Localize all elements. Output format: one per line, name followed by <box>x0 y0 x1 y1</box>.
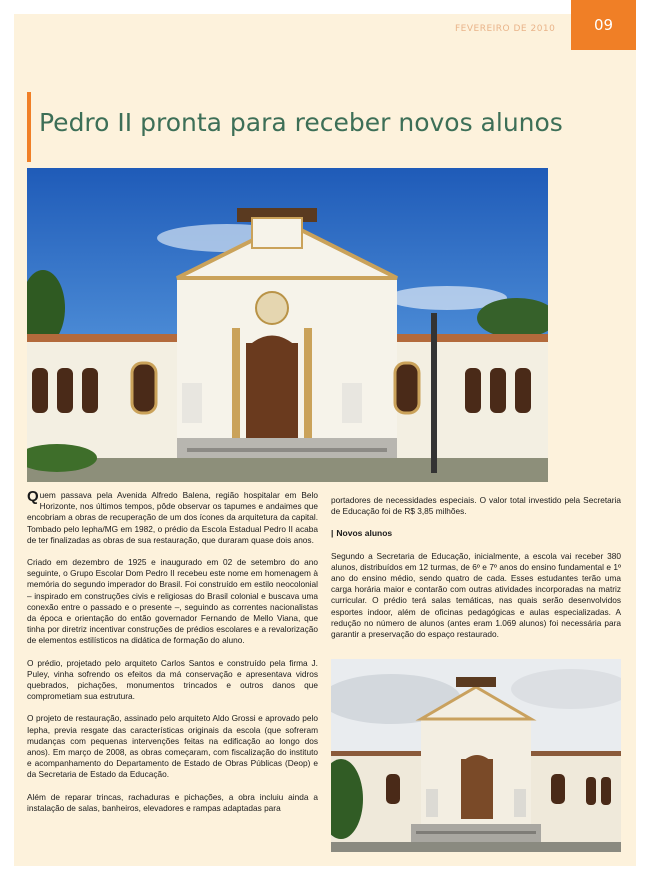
title-accent-bar <box>27 92 31 162</box>
school-facade-before-photo <box>331 659 621 852</box>
article-paragraph: Além de reparar trincas, rachaduras e pichações, a obra incluiu ainda a instalação de salas, banheiros, elevadores e rampas adaptadas para <box>27 791 318 813</box>
article-column-left <box>27 490 318 825</box>
page-number: 09 <box>571 0 636 50</box>
article-paragraph: O prédio, projetado pelo arquiteto Carlos Santos e construído pela firma J. Puley, vinha sofrendo os efeitos da má conservação e apresentava vidros quebrados, pichações, monumentos trincados e outros danos que comprometiam sua estrutura. <box>27 657 318 702</box>
subheading-text: Novos alunos <box>336 528 393 539</box>
paragraph-text: uem passava pela Avenida Alfredo Balena, região hospitalar em Belo Horizonte, nos últimos tempos, pôde observar os tapumes e andaimes que encobriam a obras de recuperação de um dos ícones da arquitetura da capital. Tombado pelo Iepha/MG em 1982, o prédio da Escola Estadual Pedro II acaba de ter finalizadas as obras de sua restauração, que duraram quase dois anos. <box>27 490 318 545</box>
drop-cap: Q <box>27 488 39 505</box>
article-paragraph <box>27 490 318 546</box>
issue-date: FEVEREIRO DE 2010 <box>455 24 556 34</box>
article-paragraph: Criado em dezembro de 1925 e inaugurado em 02 de setembro do ano seguinte, o Grupo Escolar Dom Pedro II recebeu este nome em homenagem à memória do segundo imperador do Brasil. Foi construído em estilo neocolonial – inspirado em construções civis e religiosas do Brasil colonial e buscava uma conexão entre o passado e o presente –, seguindo as correntes nacionalistas da época e orientação do então governador Fernando de Mello Viana, que tinha por diretriz incentivar construções de prédios escolares e a revalorização de elementos estilísticos na didática de formação do aluno. <box>27 557 318 646</box>
article-paragraph: O projeto de restauração, assinado pelo arquiteto Aldo Grossi e aprovado pelo Iepha, previa resgate das características originais da escola (que sofreram mudanças com pequenas intervenções feitas na edificação ao longo dos anos). Em março de 2008, as obras começaram, com fiscalização do instituto e acompanhamento do Departamento de Estado de Obras Públicas (Deop) e da Secretaria de Estado da Educação. <box>27 713 318 780</box>
school-facade-photo <box>27 168 548 482</box>
article-column-right <box>331 495 621 651</box>
section-subheading <box>331 528 621 539</box>
article-paragraph: Segundo a Secretaria de Educação, inicialmente, a escola vai receber 380 alunos, distribuídos em 12 turmas, de 6º e 7º anos do ensino fundamental e 1º ano do ensino médio, sendo quatro de cada. Esses estudantes terão uma carga horária maior e contarão com outras atividades incorporadas na matriz curricular. O prédio terá salas temáticas, nas quais serão desenvolvidos esportes indoor, além de oficinas pedagógicas e aulas especializadas. A redução no número de alunos (antes eram 1.069 alunos) foi necessária para garantir a preservação do espaço restaurado. <box>331 550 621 640</box>
subheading-bar: | <box>331 528 334 539</box>
article-title: Pedro II pronta para receber novos alunos <box>39 108 563 137</box>
article-paragraph: portadores de necessidades especiais. O valor total investido pela Secretaria de Educação foi de R$ 3,85 milhões. <box>331 495 621 517</box>
